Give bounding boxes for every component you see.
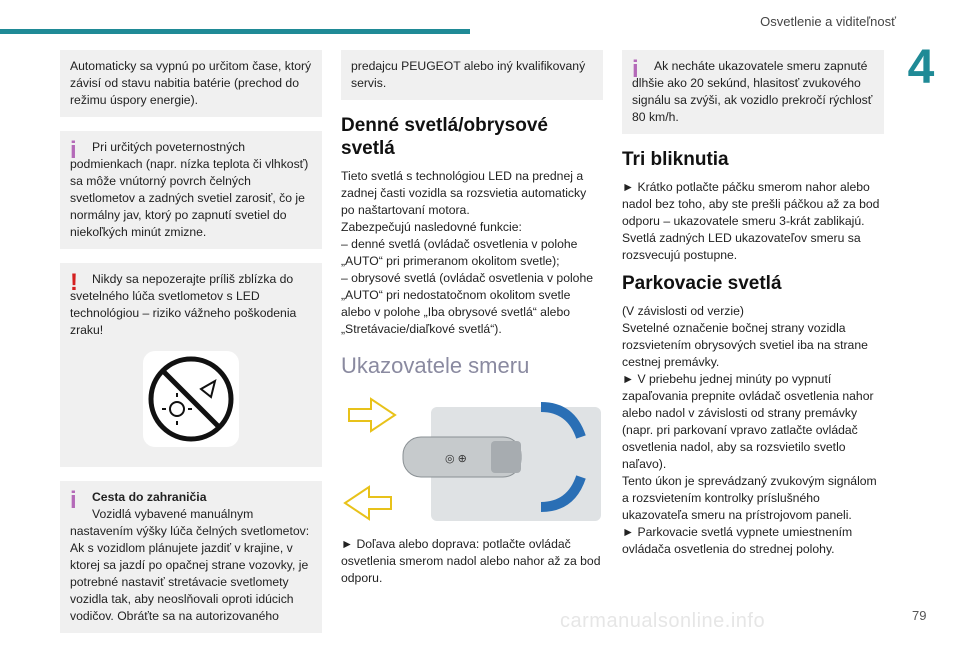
paragraph-parking-lights: (V závislosti od verzie) Svetelné označenie bočnej strany vozidla rozsvietením obrysových svetiel iba na strane cestnej premávky. ► V priebehu jednej minúty po vypnutí zapaľovania prepnite ovládač osvetlenia nahor alebo nadol v závislosti od strany premávky (napr. pri parkovaní vpravo zatlačte ovládač osvetlenia nadol, aby sa rozsvietilo svetlo naľavo). Tento úkon je sprevádzaný zvukovým signálom a rozsvietením kontrolky príslušného ukazovateľa smeru na prístrojovom paneli. ► Parkovacie svetlá vypnete umiestnením ovládača osvetlenia do strednej polohy. [622, 304, 877, 556]
info-title: Cesta do zahraničia [92, 490, 207, 504]
chapter-number: 4 [907, 40, 935, 94]
info-box-abroad [60, 481, 322, 633]
watermark: carmanualsonline.info [560, 610, 766, 632]
header-accent-bar [0, 29, 470, 34]
note-box-energy [60, 50, 322, 117]
column-3 [622, 50, 884, 566]
heading-turn-signals: Ukazovatele smeru [341, 353, 530, 378]
svg-text:◎ ⊕: ◎ ⊕ [445, 453, 467, 465]
info-text: Vozidlá vybavené manuálnym nastavením výšky lúča čelných svetlometov: Ak s vozidlom plánujete jazdiť v krajine, v ktorej sa jazdí po opačnej strane vozovky, je potrebné nastaviť stretávacie svetlomety vozidla tak, aby neoslňovali oproti idúcich vodičov. Obráťte sa na autorizovaného [70, 507, 310, 623]
info-icon: i [632, 56, 639, 83]
info-box-condensation [60, 131, 322, 249]
info-icon: i [70, 487, 77, 514]
no-looking-at-light-icon [141, 349, 241, 449]
note-text: Automaticky sa vypnú po určitom čase, ktorý závisí od stavu nabitia batérie (prechod do režimu úspory energie). [70, 59, 312, 107]
note-text: predajcu PEUGEOT alebo iný kvalifikovaný servis. [351, 59, 586, 90]
warning-box-led [60, 263, 322, 467]
paragraph-turn-signals: ► Doľava alebo doprava: potlačte ovládač osvetlenia smerom nadol alebo nahor až za bod odporu. [341, 537, 601, 585]
info-icon: i [70, 137, 77, 164]
heading-daytime-lights: Denné svetlá/obrysové svetlá [341, 115, 548, 159]
paragraph-daytime-lights: Tieto svetlá s technológiou LED na prednej a zadnej časti vozidla sa rozsvietia automaticky po naštartovaní motora. Zabezpečujú nasledovné funkcie: – denné svetlá (ovládač osvetlenia v polohe „AUTO“ pri primeranom okolitom svetle); – obrysové svetlá (ovládač osvetlenia v polohe „AUTO“ pri nedostatočnom okolitom svetle alebo v polohe „Iba obrysové svetlá“ alebo „Stretávacie/diaľkové svetlá“). [341, 169, 594, 336]
column-2 [341, 50, 603, 595]
note-box-dealer [341, 50, 603, 100]
page-number: 79 [912, 608, 927, 623]
warning-text: Nikdy sa nepozerajte príliš zblízka do svetelného lúča svetlometov s LED technológiou – riziko vážneho poškodenia zraku! [70, 272, 297, 337]
info-text: Ak necháte ukazovatele smeru zapnuté dlhšie ako 20 sekúnd, hlasitosť zvukového signálu sa zvýši, ak vozidlo prekročí rýchlosť 80 km/h. [632, 59, 873, 124]
warning-icon: ! [70, 269, 78, 296]
section-title: Osvetlenie a viditeľnosť [760, 14, 896, 29]
paragraph-three-flashes: ► Krátko potlačte páčku smerom nahor alebo nadol bez toho, aby ste prešli páčkou až za bod odporu – ukazovatele smeru 3-krát zablikajú. Svetlá zadných LED ukazovateľov smeru sa rozsvecujú postupne. [622, 180, 880, 262]
info-text: Pri určitých poveternostných podmienkach (napr. nízka teplota či vlhkosť) sa môže vnútorný povrch čelných svetlometov a zadných svetiel zarosiť, čo je normálny jav, ktorý po zapnutí svetiel do niekoľkých minút zmizne. [70, 140, 309, 239]
info-box-turn-sound [622, 50, 884, 134]
heading-three-flashes: Tri bliknutia [622, 149, 729, 170]
heading-parking-lights: Parkovacie svetlá [622, 273, 782, 294]
turn-signal-stalk-illustration [341, 389, 603, 524]
column-1 [60, 50, 322, 647]
